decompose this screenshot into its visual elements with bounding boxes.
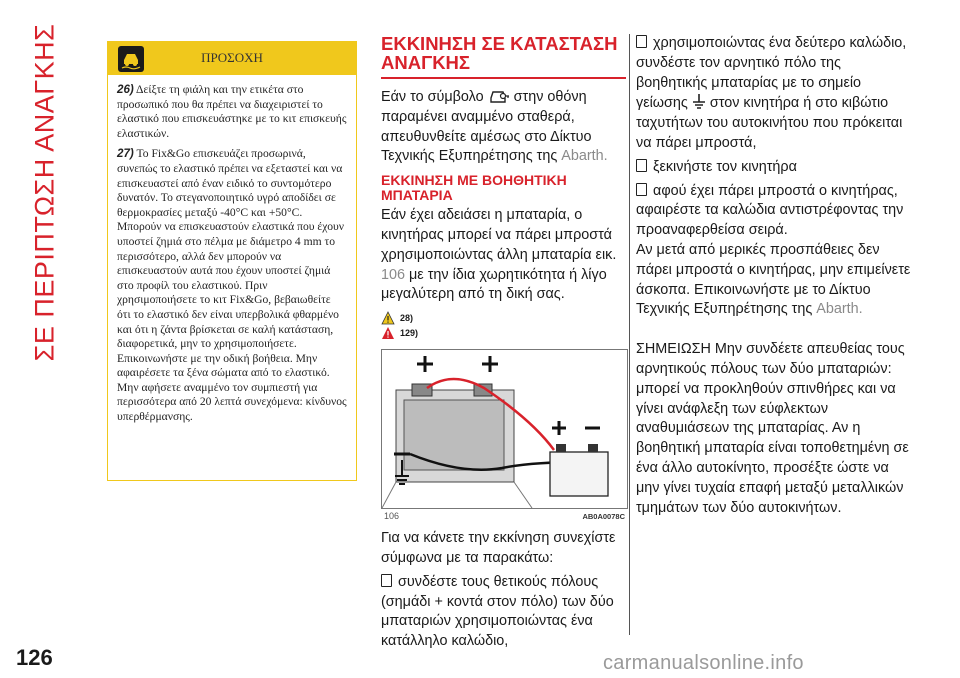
heading-underline <box>381 77 626 79</box>
warning-reference-28: 28) <box>381 311 626 325</box>
caution-reference-129: 129) <box>381 326 626 340</box>
step-connect-negative: χρησιμοποιώντας ένα δεύτερο καλώδιο, συνδέστε τον αρνητικό πόλο της βοηθητικής μπαταρίας με το σημείο γείωσης στον κινητήρα ή στο κιβώτιο ταχυτήτων του αυτοκινήτου που πρόκειται να πάρει μπροστά, <box>636 35 907 151</box>
caution-triangle-icon <box>381 326 395 340</box>
caution-note-26: 26) Δείξτε τη φιάλη και την ετικέτα στο προσωπικό που θα πρέπει να διαχειριστεί το ελαστικό που επισκευάστηκε με το κιτ επισκευής ελαστικών. <box>117 83 347 140</box>
page-number: 126 <box>16 645 53 670</box>
checkbox-icon <box>636 159 647 172</box>
heading-emergency-start: ΕΚΚΙΝΗΣΗ ΣΕ ΚΑΤΑΣΤΑΣΗ ΑΝΑΓΚΗΣ <box>381 33 618 73</box>
column-right <box>636 34 916 518</box>
paragraph-symbol: Εάν το σύμβολο στην οθόνη παραμένει αναμμένο σταθερά, απευθυνθείτε αμέσως στο Δίκτυο Τεχνικής Εξυπηρέτησης της Abarth. <box>381 89 608 165</box>
column-middle <box>381 34 626 656</box>
checkbox-icon <box>636 35 647 48</box>
caution-box <box>107 41 357 481</box>
caution-title: ΠΡΟΣΟΧΗ <box>201 50 263 65</box>
note-label: ΣΗΜΕΙΩΣΗ <box>636 341 711 358</box>
caution-note-27: 27) Το Fix&Go επισκευάζει προσωρινά, συνεπώς το ελαστικό πρέπει να εξεταστεί και να επισκευαστεί από έναν ειδικό το συντομότερο δυνατόν. Το στεγανοποιητικό υγρό αποδίδει σε θερμοκρασίες μεταξύ -40°C και +50°C. Μπορούν να επισκευαστούν ελαστικά που έχουν υποστεί ζημιά στο πέλμα με διάμετρο 4 mm το περισσότερο, αλλά δεν μπορούν να επισκευαστούν αυτά που έχουν υποστεί ζημιά στο προφίλ του ελαστικού. Πριν χρησιμοποιήσετε το κιτ Fix&Go, βεβαιωθείτε ότι το ελαστικό δεν είναι υπερβολικά φθαρμένο και ότι η ζάντα βρίσκεται σε καλή κατάσταση, διαφορετικά, μην το χρησιμοποιήσετε. Επικοινωνήστε με την οδική βοήθεια. Μην αφαιρέσετε τα ξένα σώματα από το ελαστικό. Μην αφήσετε αναμμένο τον συμπιεστή για περισσότερα από 20 λεπτά συνεχόμενα: κίνδυνος υπερθέρμανσης. <box>117 147 347 424</box>
warning-triangle-icon <box>381 311 395 325</box>
step-remove-cables: αφού έχει πάρει μπροστά ο κινητήρας, αφαιρέστε τα καλώδια αντιστρέφοντας την προαναφερθείσα σειρά. <box>636 182 904 239</box>
step-start-engine: ξεκινήστε τον κινητήρα <box>636 158 916 178</box>
column-divider <box>629 34 630 635</box>
paragraph-repeated-attempts: Αν μετά από μερικές προσπάθειες δεν πάρει μπροστά ο κινητήρας, μην επιμείνετε άσκοπα. Επικοινωνήστε με το Δίκτυο Τεχνικής Εξυπηρέτησης της Abarth. <box>636 241 911 318</box>
caution-body <box>108 75 356 425</box>
checkbox-icon <box>636 183 647 196</box>
figure-106-jump-start <box>381 349 628 522</box>
paragraph-instructions-intro: Για να κάνετε την εκκίνηση συνεχίστε σύμφωνα με τα παρακάτω: <box>381 530 616 566</box>
jump-start-illustration <box>382 350 627 508</box>
note-paragraph: ΣΗΜΕΙΩΣΗ Μην συνδέετε απευθείας τους αρνητικούς πόλους των δύο μπαταριών: μπορεί να προκληθούν σπινθήρες και να γίνει ανάφλεξη των εύφλεκτων αναθυμιάσεων της μπαταρίας. Αν η βοηθητική μπαταρία είναι τοποθετημένη σε ένα άλλο αυτοκίνητο, προσέξτε ώστε να μην γίνει τυχαία επαφή μεταξύ μεταλλικών τμημάτων των δύο αυτοκινήτων. <box>636 341 909 516</box>
watermark: carmanualsonline.info <box>603 652 804 674</box>
checkbox-icon <box>381 574 392 587</box>
caution-header <box>108 42 356 75</box>
step-connect-positive: συνδέστε τους θετικούς πόλους (σημάδι + κοντά στον πόλο) των δύο μπαταριών χρησιμοποιώντας ένα κατάλληλο καλώδιο, <box>381 573 614 650</box>
section-title: ΣΕ ΠΕΡΙΠΤΩΣΗ ΑΝΑΓΚΗΣ <box>29 23 60 361</box>
figure-code: AB0A0078C <box>582 512 625 522</box>
subheading-booster-battery: ΕΚΚΙΝΗΣΗ ΜΕ ΒΟΗΘΗΤΙΚΗ ΜΠΑΤΑΡΙΑ <box>381 172 567 204</box>
ground-symbol-icon <box>692 93 706 111</box>
paragraph-booster: Εάν έχει αδειάσει η μπαταρία, ο κινητήρας μπορεί να πάρει μπροστά χρησιμοποιώντας άλλη μπαταρία εικ. 106 με την ίδια χωρητικότητα ή λίγο μεγαλύτερη από τη δική σας. <box>381 207 617 303</box>
immobilizer-car-key-icon <box>488 87 510 105</box>
figure-number: 106 <box>384 511 400 522</box>
